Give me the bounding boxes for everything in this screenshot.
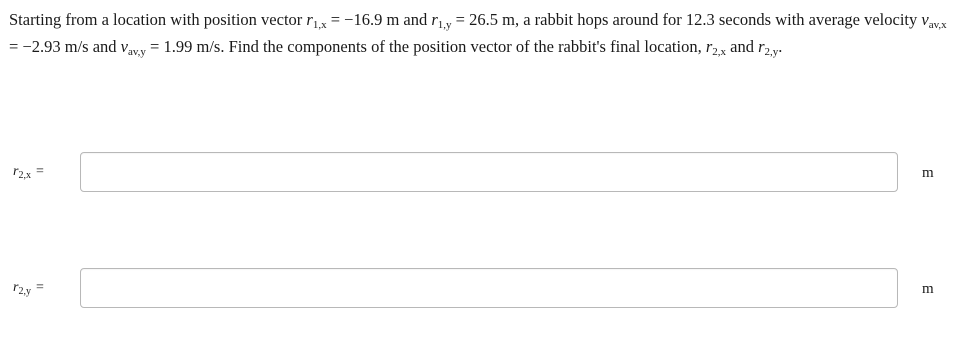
- r1x-value: −16.9 m: [344, 10, 400, 29]
- answer-label-r2x: $r_{2,x}$ =: [13, 164, 44, 181]
- r2x-answer-input[interactable]: [80, 152, 898, 192]
- vx-symbol: $v_{av,x}$: [921, 10, 947, 31]
- r2y-unit: m: [922, 281, 934, 297]
- problem-text: Starting from a location with position vector $r_{1,x} = -16.9$ m and $r_{1,y} = 26.5$ m, a rabbit hops around for 12.3 seconds with average velocity $v_{av,x} = -2.93$ m/s and $v_{av,y} = 1.99$ m/s. Find the components of the position vector of the rabbit's final location, $r_{2,x}$ and $r_{2,y}$.: [9, 10, 947, 58]
- r2y-answer-input[interactable]: [80, 268, 898, 308]
- answer-row-r2x: [0, 152, 953, 194]
- r2y-symbol: $r_{2,y}$: [758, 37, 779, 58]
- answer-label-r2y: $r_{2,y}$ =: [13, 280, 44, 297]
- r1x-symbol: $r_{1,x}$: [306, 10, 327, 31]
- vy-symbol: $v_{av,y}$: [120, 37, 146, 58]
- answer-row-r2y: [0, 268, 953, 310]
- r2x-symbol: $r_{2,x}$: [705, 37, 727, 58]
- r2x-unit: m: [922, 165, 934, 181]
- problem-statement: [9, 6, 949, 60]
- r1y-symbol: $r_{1,y}$: [431, 10, 452, 31]
- problem-intro: Starting from a location with position vector: [9, 10, 307, 29]
- r1y-value: 26.5 m: [469, 10, 515, 29]
- vx-value: −2.93 m/s: [22, 37, 89, 56]
- vy-value: 1.99 m/s: [163, 37, 221, 56]
